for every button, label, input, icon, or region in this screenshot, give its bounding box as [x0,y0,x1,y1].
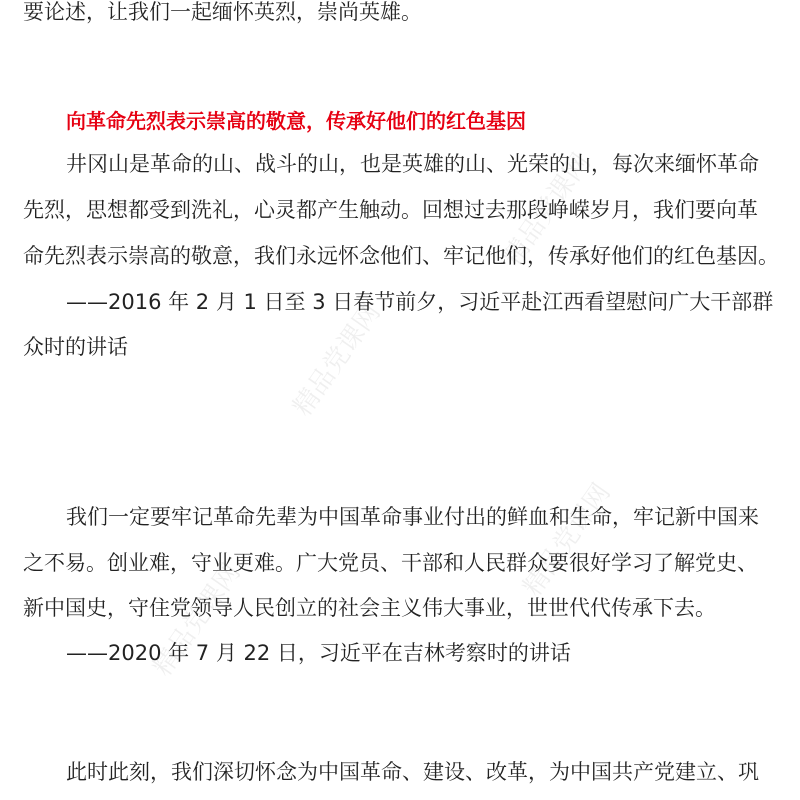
watermark: 精品党课网 [147,558,247,682]
citation-line: ——2020 年 7 月 22 日，习近平在吉林考察时的讲话 [66,641,571,665]
citation-line: ——2016 年 2 月 1 日至 3 日春节前夕，习近平赴江西看望慰问广大干部群 [66,290,774,314]
paragraph-line: 之不易。创业难，守业更难。广大党员、干部和人民群众要很好学习了解党史、 [23,551,758,575]
watermark: 精品党课网 [497,148,597,272]
paragraph-line: 要论述，让我们一起缅怀英烈，崇尚英雄。 [23,0,422,24]
paragraph-line: 命先烈表示崇高的敬意，我们永远怀念他们、牢记他们，传承好他们的红色基因。 [23,244,779,268]
citation-line: 众时的讲话 [23,335,128,359]
paragraph-line: 井冈山是革命的山、战斗的山，也是英雄的山、光荣的山，每次来缅怀革命 [66,152,759,176]
paragraph-line: 我们一定要牢记革命先辈为中国革命事业付出的鲜血和生命，牢记新中国来 [66,505,759,529]
section-heading: 向革命先烈表示崇高的敬意，传承好他们的红色基因 [66,109,526,133]
paragraph-line: 新中国史，守住党领导人民创立的社会主义伟大事业，世世代代传承下去。 [23,596,716,620]
watermark: 精品党课网 [287,298,387,422]
paragraph-line: 此时此刻，我们深切怀念为中国革命、建设、改革，为中国共产党建立、巩 [66,760,759,784]
paragraph-line: 先烈，思想都受到洗礼，心灵都产生触动。回想过去那段峥嵘岁月，我们要向革 [23,198,758,222]
watermark: 精品党课网 [517,478,617,602]
